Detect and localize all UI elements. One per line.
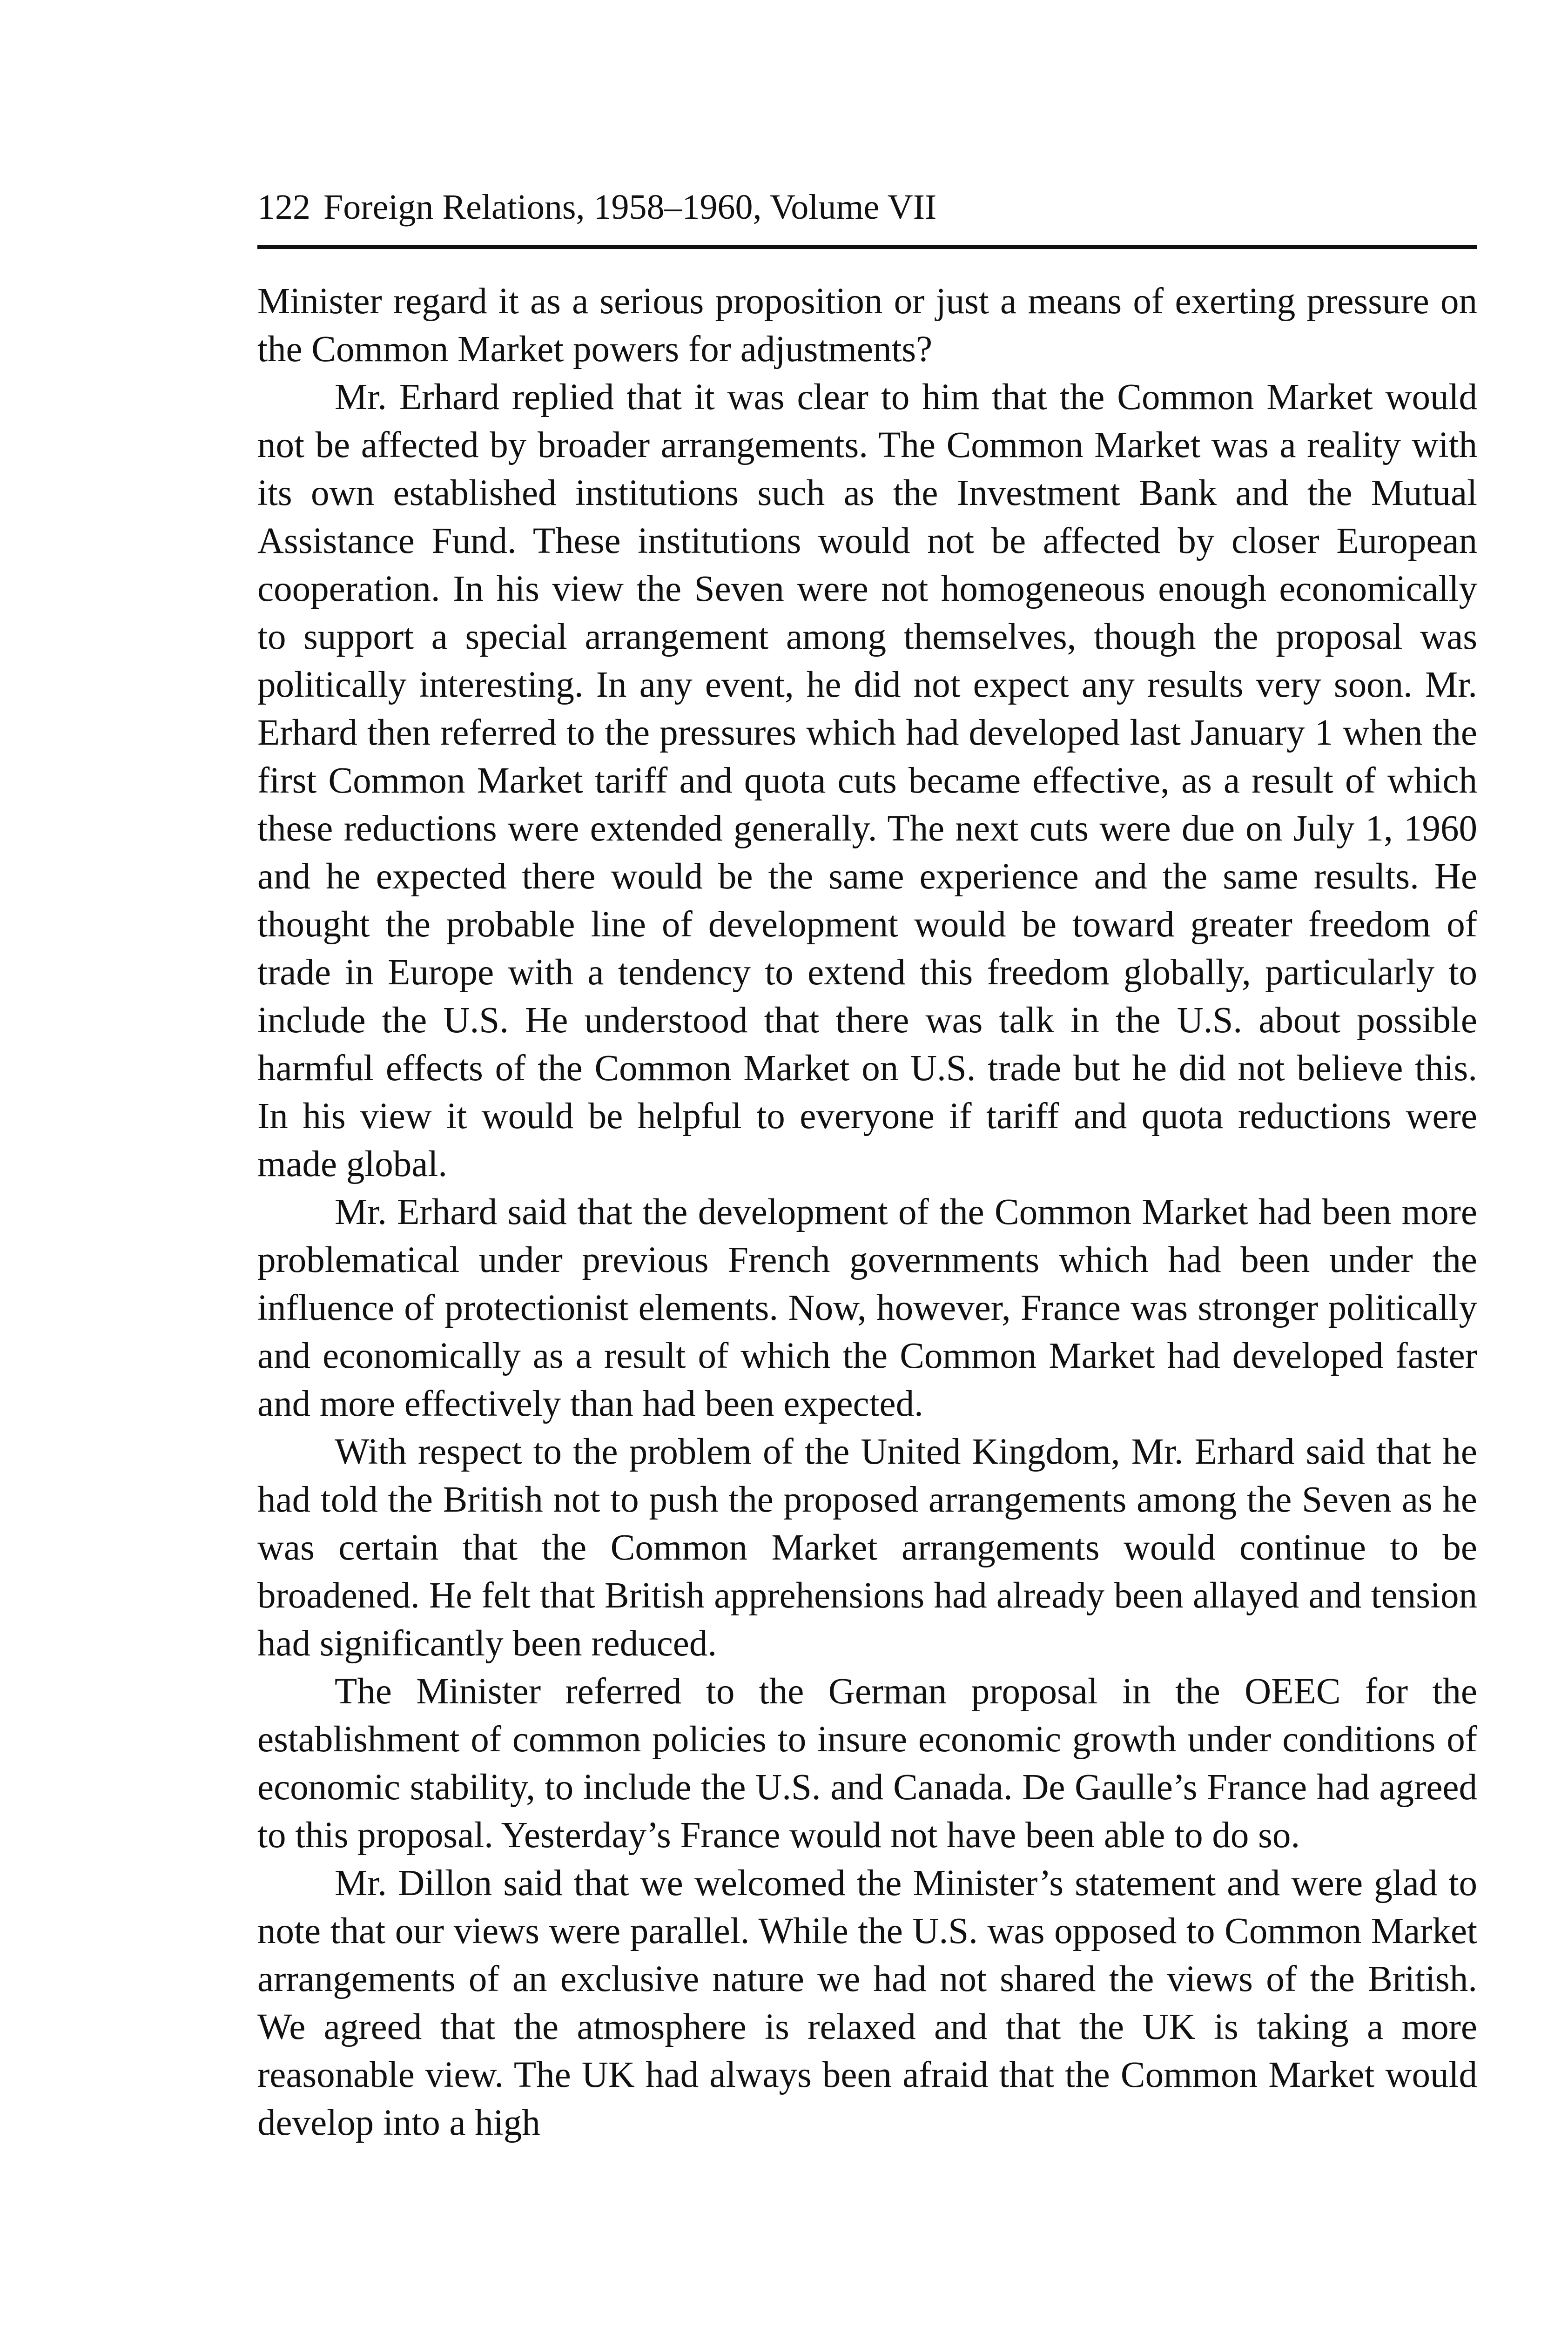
paragraph-continuation: Minister regard it as a serious proposition or just a means of exerting pressure on the Common Market powers for adjustments?	[257, 281, 1477, 370]
paragraph: Mr. Dillon said that we welcomed the Minister’s statement and were glad to note that our views were parallel. While the U.S. was opposed to Common Market arrangements of an exclusive nature we had not shared the views of the British. We agreed that the atmosphere is relaxed and that the UK is taking a more reasonable view. The UK had always been afraid that the Common Market would develop into a high	[257, 1863, 1477, 2143]
paragraph: Mr. Erhard replied that it was clear to him that the Common Market would not be affected by broader arrangements. The Common Market was a reality with its own established institutions such as the Investment Bank and the Mutual Assistance Fund. These institutions would not be affected by closer European cooperation. In his view the Seven were not homogeneous enough economically to support a special arrangement among themselves, though the proposal was politically interesting. In any event, he did not expect any results very soon. Mr. Erhard then referred to the pressures which had developed last January 1 when the first Common Market tariff and quota cuts became effective, as a result of which these reductions were extended generally. The next cuts were due on July 1, 1960 and he expected there would be the same experience and the same results. He thought the probable line of development would be toward greater freedom of trade in Europe with a tendency to extend this freedom globally, particularly to include the U.S. He understood that there was talk in the U.S. about possible harmful effects of the Common Market on U.S. trade but he did not believe this. In his view it would be helpful to everyone if tariff and quota reductions were made global.	[257, 377, 1477, 1184]
running-head	[257, 184, 1477, 230]
paragraph: The Minister referred to the German proposal in the OEEC for the establishment of common policies to insure economic growth under conditions of economic stability, to include the U.S. and Canada. De Gaulle’s France had agreed to this proposal. Yesterday’s France would not have been able to do so.	[257, 1671, 1477, 1856]
paragraph: With respect to the problem of the United Kingdom, Mr. Erhard said that he had told the British not to push the proposed arrangements among the Seven as he was certain that the Common Market arrangements would continue to be broadened. He felt that British apprehensions had already been allayed and tension had significantly been reduced.	[257, 1432, 1477, 1664]
body-text	[257, 277, 1477, 2147]
running-title: Foreign Relations, 1958–1960, Volume VII	[323, 188, 937, 227]
header-rule	[257, 245, 1477, 249]
paragraph: Mr. Erhard said that the development of the Common Market had been more problematical under previous French governments which had been under the influence of protectionist elements. Now, however, France was stronger politically and economically as a result of which the Common Market had developed faster and more effectively than had been expected.	[257, 1192, 1477, 1424]
page-number: 122	[257, 188, 310, 227]
